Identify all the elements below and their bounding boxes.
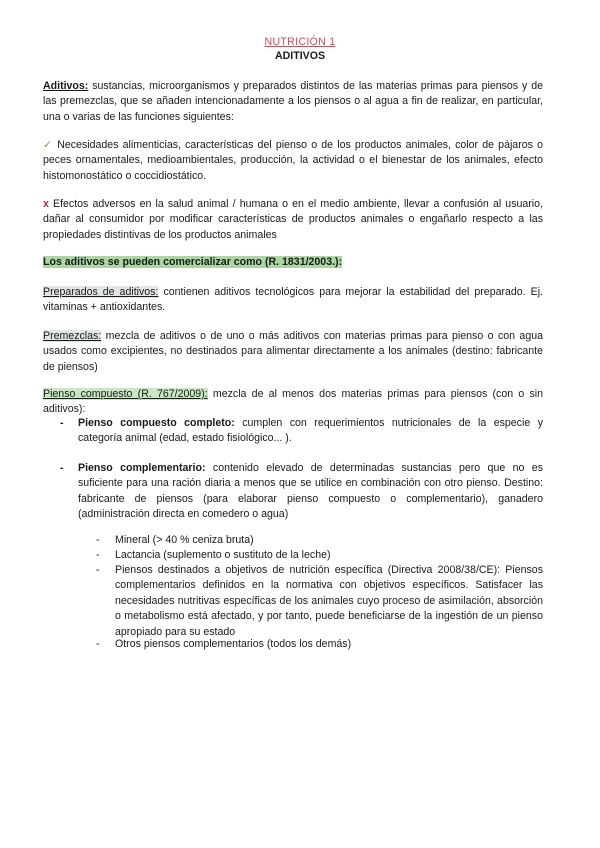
pienso-compuesto-term: Pienso compuesto (R. 767/2009):	[43, 388, 208, 400]
sub-item-text: Piensos destinados a objetivos de nutrición específica (Directiva 2008/38/CE): Piensos complementarios definidos en la normativa con objetivos específicos. Satisfacer las necesidades nutritivas específicas de los animales cuyo proceso de asimilación, absorción o metabolismo está afectado, y por tanto, puede beneficiarse de la ingestión de un pienso apropiado para su estado	[115, 564, 543, 638]
definition-term: Aditivos:	[43, 80, 89, 92]
sub-list-item	[96, 533, 543, 548]
positive-functions-text: Necesidades alimenticias, características del pienso o de los productos animales, color de pájaros o peces ornamentales, medioambientales, producción, la actividad o el bienestar de los animales, efecto histomonostático o coccidiostático.	[43, 139, 543, 182]
sub-list-item	[96, 548, 543, 563]
check-icon: ✓	[43, 139, 54, 151]
commercialization-heading-text: Los aditivos se pueden comercializar como (R. 1831/2003.):	[43, 256, 343, 268]
completo-content	[78, 416, 543, 447]
definition-paragraph	[43, 79, 543, 125]
complementario-list-item	[60, 461, 543, 523]
complementario-dash: -	[60, 462, 64, 474]
sub-item-dash: -	[96, 549, 100, 561]
negative-effects-text: Efectos adversos en la salud animal / humana o en el medio ambiente, llevar a confusión al usuario, dañar al consumidor por modificar características de productos animales o engañarlo respecto a las propiedades distintivas de los productos animales	[43, 198, 543, 241]
cross-icon: x	[43, 198, 49, 210]
sub-list-item	[96, 563, 543, 640]
commercialization-heading	[43, 255, 543, 270]
premezclas-paragraph	[43, 329, 543, 375]
completo-term: Pienso compuesto completo:	[78, 417, 235, 429]
completo-text: cumplen con requerimientos nutricionales de la especie y categoría animal (edad, estado fisiológico... ).	[78, 417, 543, 445]
sub-item-dash: -	[96, 534, 100, 546]
definition-text: sustancias, microorganismos y preparados distintos de las materias primas para piensos y de las premezclas, que se añaden intencionadamente a los piensos o al agua a fin de realizar, en particular, una o varias de las funciones siguientes:	[43, 80, 543, 123]
sub-item-dash: -	[96, 564, 100, 576]
complementario-content	[78, 461, 543, 523]
complementario-term: Pienso complementario:	[78, 462, 206, 474]
sub-list-item	[96, 637, 543, 652]
negative-effects-paragraph	[43, 197, 543, 243]
complementario-text: contenido elevado de determinadas sustancias pero que no es suficiente para una ración diaria a menos que se utilice en combinación con otro pienso. Destino: fabricante de piensos (para elaborar pienso compuesto o complementario), ganadero (administración directa en comedero o agua)	[78, 462, 543, 521]
completo-dash: -	[60, 417, 64, 429]
premezclas-term: Premezclas:	[43, 330, 102, 342]
positive-functions-paragraph	[43, 138, 543, 184]
sub-item-text: Otros piensos complementarios (todos los demás)	[115, 638, 352, 650]
premezclas-text: mezcla de aditivos o de uno o más aditivos con materias primas para pienso o con agua usados como excipientes, no destinados para alimentar directamente a los animales (destino: fabricante de piensos)	[43, 330, 543, 373]
pienso-compuesto-paragraph	[43, 387, 543, 418]
sub-item-text: Lactancia (suplemento o sustituto de la leche)	[115, 549, 331, 561]
pienso-compuesto-text: mezcla de al menos dos materias primas para piensos (con o sin aditivos):	[43, 388, 543, 416]
sub-item-dash: -	[96, 638, 100, 650]
document-subtitle: ADITIVOS	[274, 50, 326, 62]
preparados-paragraph	[43, 285, 543, 316]
completo-list-item	[60, 416, 543, 447]
preparados-text: contienen aditivos tecnológicos para mejorar la estabilidad del preparado. Ej. vitaminas + antioxidantes.	[43, 286, 543, 314]
sub-item-text: Mineral (> 40 % ceniza bruta)	[115, 534, 254, 546]
document-title: NUTRICIÓN 1	[264, 36, 336, 48]
preparados-term: Preparados de aditivos:	[43, 286, 159, 298]
